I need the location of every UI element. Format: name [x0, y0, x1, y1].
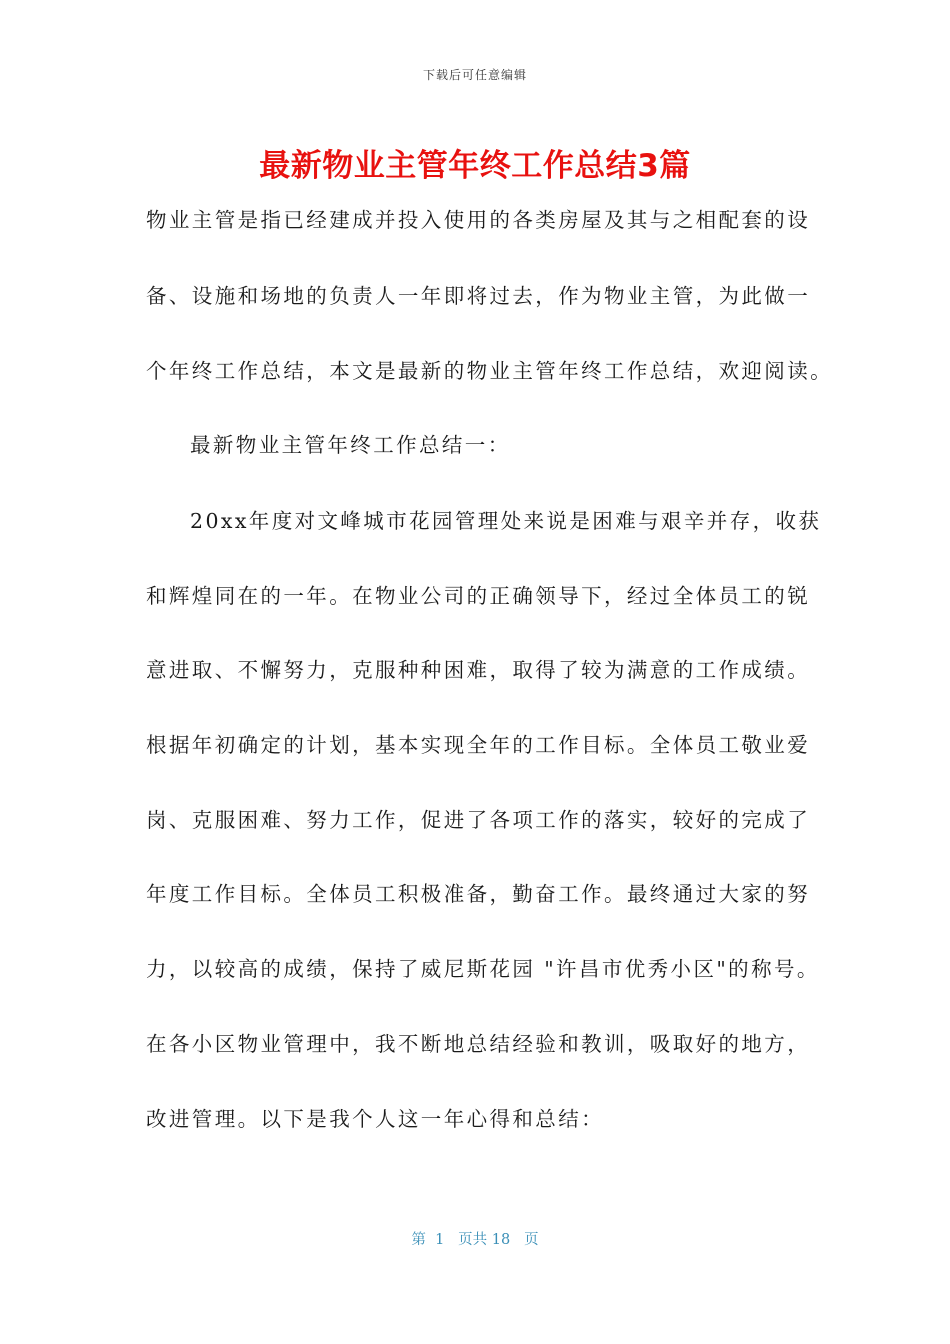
- body-line: 意进取、不懈努力，克服种种困难，取得了较为满意的工作成绩。: [146, 658, 811, 682]
- intro-line: 物业主管是指已经建成并投入使用的各类房屋及其与之相配套的设: [146, 208, 811, 232]
- body-line: 20xx年度对文峰城市花园管理处来说是困难与艰辛并存，收获: [190, 509, 822, 533]
- body-line: 根据年初确定的计划，基本实现全年的工作目标。全体员工敬业爱: [146, 733, 811, 757]
- body-line: 在各小区物业管理中，我不断地总结经验和教训，吸取好的地方，: [146, 1032, 811, 1056]
- intro-line: 备、设施和场地的负责人一年即将过去，作为物业主管，为此做一: [146, 284, 811, 308]
- body-line: 和辉煌同在的一年。在物业公司的正确领导下，经过全体员工的锐: [146, 584, 811, 608]
- page-number-footer: 第 1 页共 18 页: [411, 1232, 539, 1248]
- body-line: 力，以较高的成绩，保持了威尼斯花园 "许昌市优秀小区"的称号。: [146, 957, 820, 981]
- intro-line: 个年终工作总结，本文是最新的物业主管年终工作总结，欢迎阅读。: [146, 359, 833, 383]
- header-note: 下载后可任意编辑: [422, 68, 527, 82]
- body-line: 年度工作目标。全体员工积极准备，勤奋工作。最终通过大家的努: [146, 882, 811, 906]
- body-line: 岗、克服困难、努力工作，促进了各项工作的落实，较好的完成了: [146, 808, 811, 832]
- section-heading: 最新物业主管年终工作总结一：: [190, 433, 511, 457]
- body-line: 改进管理。以下是我个人这一年心得和总结：: [146, 1107, 604, 1131]
- document-title: 最新物业主管年终工作总结3篇: [259, 148, 691, 184]
